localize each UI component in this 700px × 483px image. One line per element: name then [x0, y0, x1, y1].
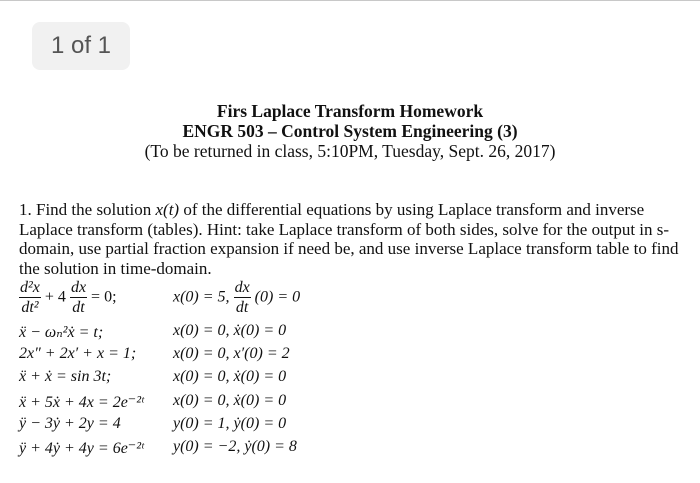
due-line: (To be returned in class, 5:10PM, Tuesday, Sept. 26, 2017)	[144, 141, 556, 161]
initial-condition-1: x(0) = 5, $\frac{dx}{dt}$ (0) = 0	[173, 279, 301, 316]
document-title: Firs Laplace Transform Homework	[216, 101, 484, 121]
frac-dx-dt-ic: $\frac{dx}{dt}$	[234, 279, 250, 316]
equation-4: ẍ + ẋ = sin 3t;	[19, 368, 112, 385]
initial-condition-5: x(0) = 0, ẋ(0) = 0	[173, 392, 287, 409]
equation-2: ẍ − ωₙ²ẋ = t;	[19, 324, 104, 341]
initial-condition-7: y(0) = −2, ẏ(0) = 8	[173, 438, 297, 455]
frac-dx-dt: $\frac{dx}{dt}$	[70, 279, 87, 316]
course-line: ENGR 503 – Control System Engineering (3)	[182, 121, 518, 141]
problem-statement	[19, 200, 695, 278]
problem-text-after: of the differential equations by using Laplace transform and inverse Laplace transform (tables). Hint: take Laplace transform of both sides, solve for the output in s-domain, use partial fraction expansion if need be, and use inverse Laplace transform table to find the solution in time-domain.	[19, 200, 679, 278]
equation-3: 2x″ + 2x′ + x = 1;	[19, 345, 137, 362]
initial-condition-4: x(0) = 0, ẋ(0) = 0	[173, 368, 287, 385]
problem-variable: x(t)	[155, 200, 180, 219]
equation-1: $\frac{\text{d²x}}{\text{dt²}}$ + 4 $\frac{dx}{dt}$ = 0;	[20, 279, 117, 316]
top-divider	[0, 0, 700, 1]
equation-7: ÿ + 4ẏ + 4y = 6e⁻²ᵗ	[19, 440, 144, 457]
equation-5: ẍ + 5ẋ + 4x = 2e⁻²ᵗ	[19, 394, 144, 411]
problem-text-before: 1. Find the solution	[19, 200, 156, 219]
page-indicator: 1 of 1	[32, 22, 130, 70]
frac-d2x-dt2: $\frac{\text{d²x}}{\text{dt²}}$	[20, 279, 40, 316]
initial-condition-3: x(0) = 0, x′(0) = 2	[173, 345, 290, 362]
initial-condition-2: x(0) = 0, ẋ(0) = 0	[173, 322, 287, 339]
initial-condition-6: y(0) = 1, ẏ(0) = 0	[173, 415, 287, 432]
equation-6: ÿ − 3ẏ + 2y = 4	[19, 415, 121, 432]
